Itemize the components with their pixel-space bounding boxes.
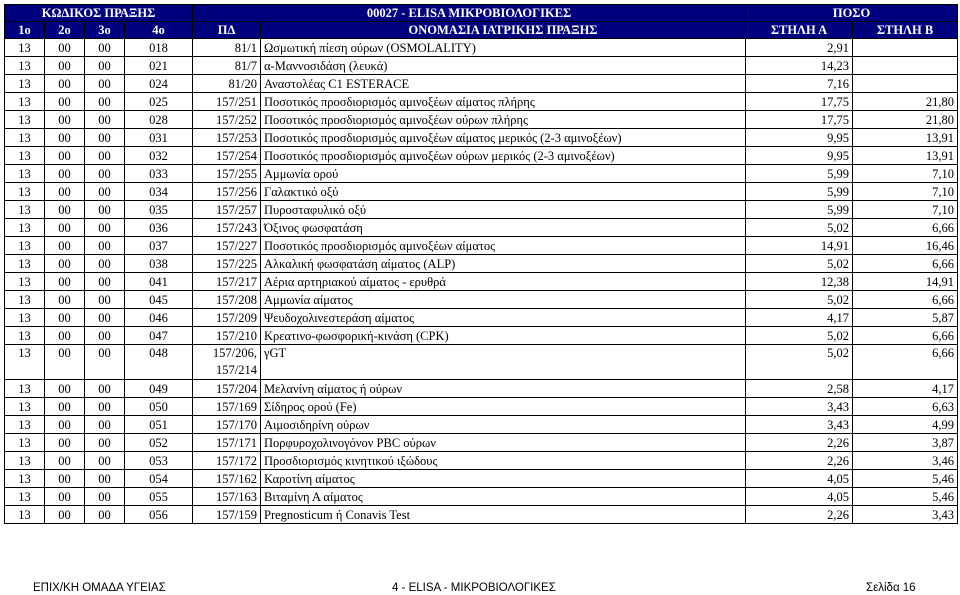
procedure-name: Βιταμίνη Α αίματος — [261, 488, 746, 506]
amount-b: 6,66 — [853, 219, 958, 237]
code-part-2: 00 — [45, 93, 85, 111]
pd-ref: 81/1 — [193, 39, 261, 57]
amount-a: 3,43 — [746, 416, 853, 434]
procedure-name: Προσδιορισμός κινητικού ιξώδους — [261, 452, 746, 470]
amount-b: 13,91 — [853, 147, 958, 165]
code-part-3: 00 — [85, 506, 125, 524]
table-row — [5, 470, 958, 488]
code-part-1: 13 — [5, 416, 45, 434]
code-part-2: 00 — [45, 183, 85, 201]
amount-a: 5,99 — [746, 183, 853, 201]
footer-center: 4 - ELISA - ΜΙΚΡΟΒΙΟΛΟΓΙΚΕΣ — [392, 582, 556, 594]
code-part-1: 13 — [5, 273, 45, 291]
table-row — [5, 57, 958, 75]
code-part-1: 13 — [5, 165, 45, 183]
amount-a: 4,05 — [746, 488, 853, 506]
pd-ref: 81/20 — [193, 75, 261, 93]
code-part-2: 00 — [45, 219, 85, 237]
amount-b: 5,46 — [853, 470, 958, 488]
code-part-2: 00 — [45, 488, 85, 506]
code-part-2: 00 — [45, 291, 85, 309]
code-part-1: 13 — [5, 237, 45, 255]
procedure-name: Ποσοτικός προσδιορισμός αμινοξέων ούρων μερικός (2-3 αμινοξέων) — [261, 147, 746, 165]
code-part-4: 024 — [125, 75, 193, 93]
code-part-1: 13 — [5, 147, 45, 165]
code-part-2: 00 — [45, 39, 85, 57]
code-part-2: 00 — [45, 398, 85, 416]
code-part-1: 13 — [5, 57, 45, 75]
code-part-2: 00 — [45, 380, 85, 398]
col-a-header: ΣΤΗΛΗ Α — [746, 22, 853, 39]
amount-b — [853, 75, 958, 93]
code-part-4: 053 — [125, 452, 193, 470]
table-row — [5, 255, 958, 273]
code-part-3: 00 — [85, 75, 125, 93]
footer-page-number: Σελίδα 16 — [866, 582, 916, 594]
code-part-2: 00 — [45, 165, 85, 183]
code-part-3: 00 — [85, 219, 125, 237]
pd-ref: 157/243 — [193, 219, 261, 237]
code-part-3: 00 — [85, 309, 125, 327]
header-row-2 — [5, 22, 958, 39]
amount-a: 4,05 — [746, 470, 853, 488]
code-part-4: 037 — [125, 237, 193, 255]
amount-a: 14,91 — [746, 237, 853, 255]
price-table — [4, 4, 958, 524]
code-part-1: 13 — [5, 398, 45, 416]
amount-b: 6,66 — [853, 291, 958, 309]
code-part-4: 049 — [125, 380, 193, 398]
code-part-1: 13 — [5, 111, 45, 129]
code-part-4: 045 — [125, 291, 193, 309]
code-part-4: 050 — [125, 398, 193, 416]
code-part-1: 13 — [5, 183, 45, 201]
amount-a: 2,26 — [746, 434, 853, 452]
amount-b — [853, 57, 958, 75]
table-row — [5, 327, 958, 345]
table-row — [5, 434, 958, 452]
amount-b: 3,43 — [853, 506, 958, 524]
table-row — [5, 416, 958, 434]
code-part-3: 00 — [85, 380, 125, 398]
pd-ref: 157/163 — [193, 488, 261, 506]
amount-b: 4,17 — [853, 380, 958, 398]
procedure-name: γGT — [261, 345, 746, 380]
code-part-4: 034 — [125, 183, 193, 201]
code-part-3: 00 — [85, 165, 125, 183]
table-row — [5, 39, 958, 57]
code-part-4: 033 — [125, 165, 193, 183]
table-row — [5, 111, 958, 129]
procedure-name: Ποσοτικός προσδιορισμός αμινοξέων αίματος μερικός (2-3 αμινοξέων) — [261, 129, 746, 147]
code-part-1: 13 — [5, 129, 45, 147]
pd-ref: 157/257 — [193, 201, 261, 219]
procedure-name: Μελανίνη αίματος ή ούρων — [261, 380, 746, 398]
amount-a: 4,17 — [746, 309, 853, 327]
amount-a: 9,95 — [746, 129, 853, 147]
amount-b: 21,80 — [853, 111, 958, 129]
pd-ref: 157/172 — [193, 452, 261, 470]
code-part-3: 00 — [85, 327, 125, 345]
code-part-1: 13 — [5, 452, 45, 470]
amount-b: 13,91 — [853, 129, 958, 147]
code-part-4: 051 — [125, 416, 193, 434]
procedure-name: Κρεατινο-φωσφορική-κινάση (CPK) — [261, 327, 746, 345]
pd-ref-line-2: 157/214 — [216, 363, 257, 377]
pd-ref: 157/171 — [193, 434, 261, 452]
table-row — [5, 380, 958, 398]
code-part-1: 13 — [5, 309, 45, 327]
procedure-name: Ποσοτικός προσδιορισμός αμινοξέων ούρων πλήρης — [261, 111, 746, 129]
table-row — [5, 219, 958, 237]
code-part-4: 031 — [125, 129, 193, 147]
code-part-3: 00 — [85, 147, 125, 165]
procedure-name: Σίδηρος ορού (Fe) — [261, 398, 746, 416]
code-part-2: 00 — [45, 273, 85, 291]
code-part-2: 00 — [45, 309, 85, 327]
code-part-2: 00 — [45, 506, 85, 524]
pd-ref — [193, 345, 261, 380]
pd-ref-line-1: 157/206, — [212, 346, 257, 360]
code-part-3: 00 — [85, 470, 125, 488]
pd-ref: 157/204 — [193, 380, 261, 398]
procedure-name: Ψευδοχολινεστεράση αίματος — [261, 309, 746, 327]
amount-a: 5,02 — [746, 345, 853, 380]
code-part-3: 00 — [85, 291, 125, 309]
procedure-name: Πυροσταφυλικό οξύ — [261, 201, 746, 219]
amount-a: 7,16 — [746, 75, 853, 93]
amount-a: 12,38 — [746, 273, 853, 291]
code-part-4: 047 — [125, 327, 193, 345]
pd-ref: 157/209 — [193, 309, 261, 327]
code-part-4: 038 — [125, 255, 193, 273]
amount-a: 2,58 — [746, 380, 853, 398]
procedure-name: Πορφυροχολινογόνον ΡΒC ούρων — [261, 434, 746, 452]
code-part-2: 00 — [45, 416, 85, 434]
code-part-3: 00 — [85, 201, 125, 219]
amount-a: 5,99 — [746, 165, 853, 183]
code-part-3: 00 — [85, 273, 125, 291]
amount-a: 17,75 — [746, 111, 853, 129]
procedure-name: Ωσμωτική πίεση ούρων (OSMOLALITY) — [261, 39, 746, 57]
code-part-4: 046 — [125, 309, 193, 327]
code-part-3: 00 — [85, 39, 125, 57]
table-row — [5, 75, 958, 93]
code-part-4: 018 — [125, 39, 193, 57]
code-part-3: 00 — [85, 398, 125, 416]
table-row — [5, 147, 958, 165]
code-part-4: 025 — [125, 93, 193, 111]
table-row — [5, 452, 958, 470]
code-part-3: 00 — [85, 345, 125, 380]
amount-a: 9,95 — [746, 147, 853, 165]
code-part-3: 00 — [85, 237, 125, 255]
table-row — [5, 488, 958, 506]
code-part-4: 021 — [125, 57, 193, 75]
code-part-3: 00 — [85, 57, 125, 75]
procedure-name: Αμμωνία ορού — [261, 165, 746, 183]
code-part-3: 00 — [85, 488, 125, 506]
code-part-2: 00 — [45, 255, 85, 273]
code-part-2: 00 — [45, 345, 85, 380]
code-part-1: 13 — [5, 39, 45, 57]
code-part-1: 13 — [5, 255, 45, 273]
code-part-1: 13 — [5, 327, 45, 345]
amount-a: 5,02 — [746, 291, 853, 309]
procedure-name: Αμμωνία αίματος — [261, 291, 746, 309]
footer-left: ΕΠΙΧ/ΚΗ ΟΜΑΔΑ ΥΓΕΙΑΣ — [33, 582, 166, 594]
code-part-1: 13 — [5, 93, 45, 111]
procedure-name: Αέρια αρτηριακού αίματος - ερυθρά — [261, 273, 746, 291]
code-part-3: 00 — [85, 183, 125, 201]
procedure-name: α-Μαννοσιδάση (λευκά) — [261, 57, 746, 75]
procedure-name: Pregnosticum ή Conavis Test — [261, 506, 746, 524]
procedure-name: Όξινος φωσφατάση — [261, 219, 746, 237]
pd-ref: 157/255 — [193, 165, 261, 183]
code-part-4: 036 — [125, 219, 193, 237]
code-part-2: 00 — [45, 327, 85, 345]
code-part-1: 13 — [5, 219, 45, 237]
pd-ref: 157/162 — [193, 470, 261, 488]
pd-ref: 157/217 — [193, 273, 261, 291]
code-part-2: 00 — [45, 57, 85, 75]
amount-a: 5,02 — [746, 327, 853, 345]
table-row — [5, 345, 958, 380]
pd-ref: 157/208 — [193, 291, 261, 309]
amount-b: 14,91 — [853, 273, 958, 291]
amount-b: 5,46 — [853, 488, 958, 506]
pd-ref: 157/254 — [193, 147, 261, 165]
amount-b: 7,10 — [853, 183, 958, 201]
table-row — [5, 165, 958, 183]
amount-a: 5,02 — [746, 255, 853, 273]
table-row — [5, 93, 958, 111]
table-row — [5, 183, 958, 201]
code-part-4: 052 — [125, 434, 193, 452]
table-row — [5, 201, 958, 219]
code-part-2: 00 — [45, 147, 85, 165]
code-part-3: 00 — [85, 434, 125, 452]
code-part-1: 13 — [5, 345, 45, 380]
code-part-2: 00 — [45, 434, 85, 452]
amount-b: 3,87 — [853, 434, 958, 452]
code-part-2: 00 — [45, 129, 85, 147]
code-part-4: 055 — [125, 488, 193, 506]
table-row — [5, 506, 958, 524]
col-4-header: 4ο — [125, 22, 193, 39]
header-row-1 — [5, 5, 958, 22]
table-row — [5, 237, 958, 255]
amount-a: 2,26 — [746, 506, 853, 524]
pd-ref: 157/169 — [193, 398, 261, 416]
code-part-2: 00 — [45, 75, 85, 93]
group-header: 00027 - ELISA ΜΙΚΡΟΒΙΟΛΟΓΙΚΕΣ — [193, 5, 746, 22]
amount-a: 3,43 — [746, 398, 853, 416]
amount-b: 6,66 — [853, 327, 958, 345]
pd-ref: 157/253 — [193, 129, 261, 147]
code-part-3: 00 — [85, 416, 125, 434]
amount-a: 2,26 — [746, 452, 853, 470]
code-part-4: 032 — [125, 147, 193, 165]
code-part-2: 00 — [45, 111, 85, 129]
amount-b: 4,99 — [853, 416, 958, 434]
pd-ref: 157/159 — [193, 506, 261, 524]
code-part-1: 13 — [5, 488, 45, 506]
procedure-name: Αλκαλική φωσφατάση αίματος (ALP) — [261, 255, 746, 273]
code-part-4: 035 — [125, 201, 193, 219]
code-part-4: 041 — [125, 273, 193, 291]
code-part-1: 13 — [5, 75, 45, 93]
amount-a: 5,02 — [746, 219, 853, 237]
col-3-header: 3ο — [85, 22, 125, 39]
amount-b — [853, 39, 958, 57]
pd-ref: 157/251 — [193, 93, 261, 111]
code-part-1: 13 — [5, 434, 45, 452]
col-b-header: ΣΤΗΛΗ Β — [853, 22, 958, 39]
code-part-1: 13 — [5, 291, 45, 309]
code-part-3: 00 — [85, 452, 125, 470]
code-part-2: 00 — [45, 452, 85, 470]
amount-b: 21,80 — [853, 93, 958, 111]
code-part-3: 00 — [85, 93, 125, 111]
table-row — [5, 129, 958, 147]
pd-ref: 157/256 — [193, 183, 261, 201]
col-name-header: ΟΝΟΜΑΣΙΑ ΙΑΤΡΙΚΗΣ ΠΡΑΞΗΣ — [261, 22, 746, 39]
pd-ref: 157/227 — [193, 237, 261, 255]
procedure-name: Ποσοτικός προσδιορισμός αμινοξέων αίματος — [261, 237, 746, 255]
code-part-1: 13 — [5, 506, 45, 524]
code-part-1: 13 — [5, 470, 45, 488]
amount-b: 6,63 — [853, 398, 958, 416]
code-part-4: 028 — [125, 111, 193, 129]
table-row — [5, 273, 958, 291]
amount-b: 16,46 — [853, 237, 958, 255]
col-pd-header: ΠΔ — [193, 22, 261, 39]
table-row — [5, 291, 958, 309]
code-part-2: 00 — [45, 201, 85, 219]
amount-b: 5,87 — [853, 309, 958, 327]
pd-ref: 81/7 — [193, 57, 261, 75]
amount-b: 6,66 — [853, 345, 958, 380]
amount-a: 5,99 — [746, 201, 853, 219]
code-part-4: 054 — [125, 470, 193, 488]
procedure-name: Αναστολέας C1 ESTERACE — [261, 75, 746, 93]
amount-a: 17,75 — [746, 93, 853, 111]
amount-b: 7,10 — [853, 201, 958, 219]
table-row — [5, 398, 958, 416]
code-part-4: 056 — [125, 506, 193, 524]
code-part-2: 00 — [45, 470, 85, 488]
code-part-3: 00 — [85, 129, 125, 147]
code-part-3: 00 — [85, 111, 125, 129]
col-2-header: 2ο — [45, 22, 85, 39]
code-part-2: 00 — [45, 237, 85, 255]
amount-header: ΠΟΣΟ — [746, 5, 958, 22]
amount-b: 6,66 — [853, 255, 958, 273]
code-part-1: 13 — [5, 201, 45, 219]
procedure-name: Ποσοτικός προσδιορισμός αμινοξέων αίματος πλήρης — [261, 93, 746, 111]
code-part-4: 048 — [125, 345, 193, 380]
pd-ref: 157/170 — [193, 416, 261, 434]
code-header: ΚΩΔΙΚΟΣ ΠΡΑΞΗΣ — [5, 5, 193, 22]
code-part-3: 00 — [85, 255, 125, 273]
table-row — [5, 309, 958, 327]
code-part-1: 13 — [5, 380, 45, 398]
col-1-header: 1ο — [5, 22, 45, 39]
amount-a: 2,91 — [746, 39, 853, 57]
procedure-name: Καροτίνη αίματος — [261, 470, 746, 488]
pd-ref: 157/225 — [193, 255, 261, 273]
amount-a: 14,23 — [746, 57, 853, 75]
procedure-name: Γαλακτικό οξύ — [261, 183, 746, 201]
pd-ref: 157/252 — [193, 111, 261, 129]
amount-b: 7,10 — [853, 165, 958, 183]
pd-ref: 157/210 — [193, 327, 261, 345]
procedure-name: Αιμοσιδηρίνη ούρων — [261, 416, 746, 434]
amount-b: 3,46 — [853, 452, 958, 470]
